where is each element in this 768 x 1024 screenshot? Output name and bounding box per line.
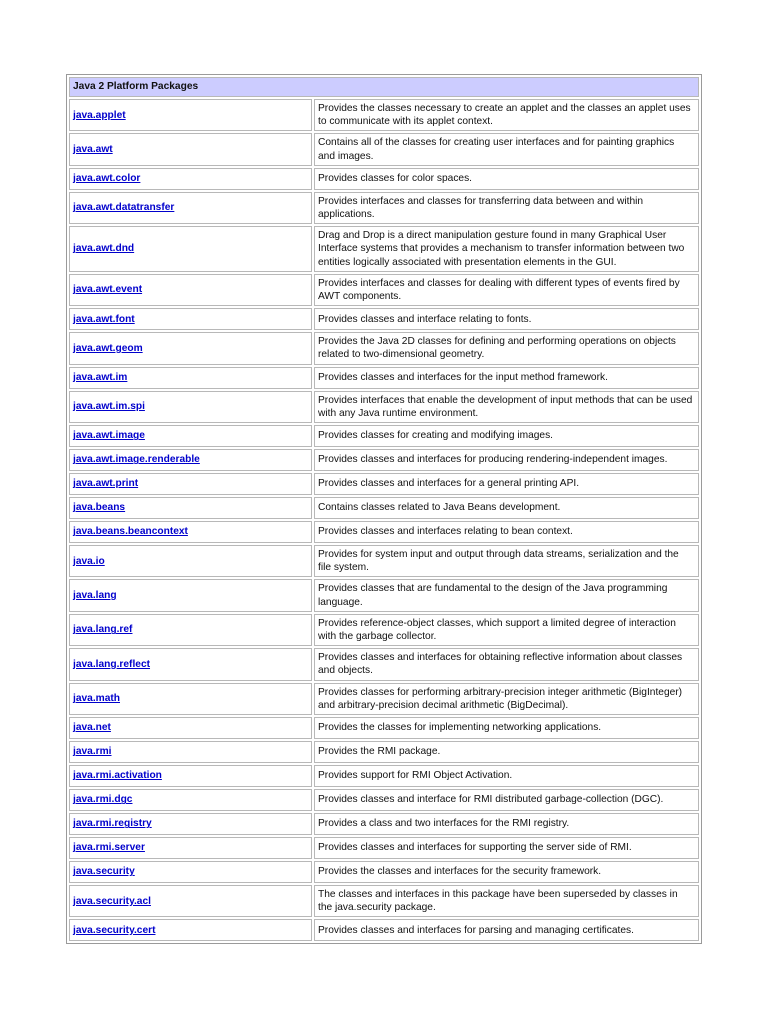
package-description: Provides a class and two interfaces for the RMI registry. (314, 813, 699, 835)
package-name-cell (69, 192, 312, 224)
package-name-cell (69, 497, 312, 519)
package-link-java-security[interactable]: java.security (73, 866, 135, 878)
package-name-cell (69, 367, 312, 389)
package-description: Provides the classes necessary to create an applet and the classes an applet uses to communicate with its applet context. (314, 99, 699, 131)
package-row-java-awt-color (69, 168, 699, 190)
package-description: Provides interfaces and classes for dealing with different types of events fired by AWT components. (314, 274, 699, 306)
package-row-java-awt-font (69, 308, 699, 330)
package-name-cell (69, 919, 312, 941)
package-link-java-rmi[interactable]: java.rmi (73, 746, 112, 758)
package-row-java-awt-geom (69, 332, 699, 364)
package-description: Provides classes and interfaces relating to bean context. (314, 521, 699, 543)
package-description: Provides classes for creating and modifying images. (314, 425, 699, 447)
package-link-java-awt-image[interactable]: java.awt.image (73, 430, 145, 442)
package-row-java-awt-image-renderable (69, 449, 699, 471)
package-name-cell (69, 837, 312, 859)
package-link-java-lang-ref[interactable]: java.lang.ref (73, 624, 133, 636)
package-link-java-awt-image-renderable[interactable]: java.awt.image.renderable (73, 454, 200, 466)
package-link-java-awt[interactable]: java.awt (73, 144, 113, 155)
package-row-java-rmi-dgc (69, 789, 699, 811)
package-row-java-lang (69, 579, 699, 611)
package-row-java-awt-event (69, 274, 699, 306)
package-description: Provides classes for performing arbitrary-precision integer arithmetic (BigInteger) and arbitrary-precision decimal arithmetic (BigDecimal). (314, 683, 699, 715)
package-link-java-security-acl[interactable]: java.security.acl (73, 895, 151, 907)
package-link-java-awt-event[interactable]: java.awt.event (73, 284, 143, 296)
package-name-cell (69, 648, 312, 680)
package-link-java-awt-geom[interactable]: java.awt.geom (73, 342, 143, 354)
package-name-cell (69, 308, 312, 330)
package-row-java-beans-beancontext (69, 521, 699, 543)
package-link-java-net[interactable]: java.net (73, 722, 111, 734)
package-row-java-lang-ref (69, 614, 699, 646)
package-link-java-beans-beancontext[interactable]: java.beans.beancontext (73, 526, 188, 538)
package-name-cell (69, 425, 312, 447)
package-link-java-applet[interactable]: java.applet (73, 109, 126, 121)
package-row-java-awt-print (69, 473, 699, 495)
package-name-cell (69, 226, 312, 272)
package-row-java-awt-image (69, 425, 699, 447)
package-name-cell (69, 614, 312, 646)
package-description: The classes and interfaces in this package have been superseded by classes in the java.security package. (314, 885, 699, 917)
package-link-java-awt-im-spi[interactable]: java.awt.im.spi (73, 401, 145, 413)
package-link-java-rmi-registry[interactable]: java.rmi.registry (73, 818, 152, 830)
package-description: Provides classes and interfaces for a general printing API. (314, 473, 699, 495)
package-row-java-beans (69, 497, 699, 519)
package-description: Provides the classes for implementing networking applications. (314, 717, 699, 739)
package-row-java-awt-datatransfer (69, 192, 699, 224)
package-description: Provides classes and interfaces for the input method framework. (314, 367, 699, 389)
package-row-java-security-cert (69, 919, 699, 941)
package-name-cell (69, 99, 312, 131)
package-row-java-rmi (69, 741, 699, 763)
package-description: Provides the classes and interfaces for the security framework. (314, 861, 699, 883)
package-link-java-awt-color[interactable]: java.awt.color (73, 173, 141, 185)
package-name-cell (69, 741, 312, 763)
package-link-java-rmi-activation[interactable]: java.rmi.activation (73, 770, 162, 782)
package-link-java-lang-reflect[interactable]: java.lang.reflect (73, 658, 151, 670)
package-name-cell (69, 391, 312, 423)
package-name-cell (69, 133, 312, 165)
package-description: Provides classes that are fundamental to the design of the Java programming language. (314, 579, 699, 611)
package-description: Provides for system input and output through data streams, serialization and the file system. (314, 545, 699, 577)
package-name-cell (69, 789, 312, 811)
package-row-java-rmi-activation (69, 765, 699, 787)
package-row-java-awt-im (69, 367, 699, 389)
package-name-cell (69, 683, 312, 715)
package-description: Contains all of the classes for creating user interfaces and for painting graphics and images. (314, 133, 699, 165)
package-name-cell (69, 765, 312, 787)
package-description: Contains classes related to Java Beans development. (314, 497, 699, 519)
package-link-java-lang[interactable]: java.lang (73, 590, 117, 602)
package-link-java-rmi-dgc[interactable]: java.rmi.dgc (73, 794, 133, 806)
packages-table-body (69, 77, 699, 941)
package-description: Provides classes and interface relating to fonts. (314, 308, 699, 330)
package-description: Provides classes and interfaces for obtaining reflective information about classes and objects. (314, 648, 699, 680)
package-description: Provides reference-object classes, which support a limited degree of interaction with the garbage collector. (314, 614, 699, 646)
package-description: Provides classes and interface for RMI distributed garbage-collection (DGC). (314, 789, 699, 811)
package-link-java-beans[interactable]: java.beans (73, 502, 126, 514)
package-name-cell (69, 168, 312, 190)
package-link-java-awt-font[interactable]: java.awt.font (73, 313, 135, 325)
package-description: Provides classes and interfaces for producing rendering-independent images. (314, 449, 699, 471)
package-description: Provides interfaces that enable the development of input methods that can be used with any Java runtime environment. (314, 391, 699, 423)
package-description: Provides the Java 2D classes for defining and performing operations on objects related to two-dimensional geometry. (314, 332, 699, 364)
package-link-java-rmi-server[interactable]: java.rmi.server (73, 842, 145, 854)
package-link-java-io[interactable]: java.io (73, 555, 105, 567)
package-link-java-awt-datatransfer[interactable]: java.awt.datatransfer (73, 202, 175, 214)
package-description: Provides classes for color spaces. (314, 168, 699, 190)
package-name-cell (69, 545, 312, 577)
package-description: Drag and Drop is a direct manipulation gesture found in many Graphical User Interface systems that provides a mechanism to transfer information between two entities logically associated with presentation elements in the GUI. (314, 226, 699, 272)
package-name-cell (69, 813, 312, 835)
package-name-cell (69, 861, 312, 883)
package-description: Provides support for RMI Object Activation. (314, 765, 699, 787)
package-description: Provides classes and interfaces for supporting the server side of RMI. (314, 837, 699, 859)
package-row-java-security (69, 861, 699, 883)
package-link-java-awt-dnd[interactable]: java.awt.dnd (73, 243, 135, 255)
package-name-cell (69, 521, 312, 543)
package-description: Provides interfaces and classes for transferring data between and within applications. (314, 192, 699, 224)
packages-table (66, 74, 702, 944)
table-header-row (69, 77, 699, 97)
package-row-java-net (69, 717, 699, 739)
package-name-cell (69, 473, 312, 495)
package-row-java-awt-dnd (69, 226, 699, 272)
package-row-java-lang-reflect (69, 648, 699, 680)
package-link-java-security-cert[interactable]: java.security.cert (73, 924, 156, 936)
package-name-cell (69, 579, 312, 611)
package-row-java-rmi-server (69, 837, 699, 859)
package-name-cell (69, 332, 312, 364)
package-name-cell (69, 274, 312, 306)
package-row-java-rmi-registry (69, 813, 699, 835)
package-link-java-awt-print[interactable]: java.awt.print (73, 478, 139, 490)
package-description: Provides classes and interfaces for parsing and managing certificates. (314, 919, 699, 941)
package-row-java-security-acl (69, 885, 699, 917)
package-link-java-awt-im[interactable]: java.awt.im (73, 372, 128, 384)
package-row-java-io (69, 545, 699, 577)
table-header: Java 2 Platform Packages (69, 77, 699, 97)
package-name-cell (69, 717, 312, 739)
package-row-java-awt (69, 133, 699, 165)
package-row-java-math (69, 683, 699, 715)
package-description: Provides the RMI package. (314, 741, 699, 763)
package-row-java-awt-im-spi (69, 391, 699, 423)
package-link-java-math[interactable]: java.math (73, 693, 120, 705)
package-name-cell (69, 885, 312, 917)
package-name-cell (69, 449, 312, 471)
package-row-java-applet (69, 99, 699, 131)
